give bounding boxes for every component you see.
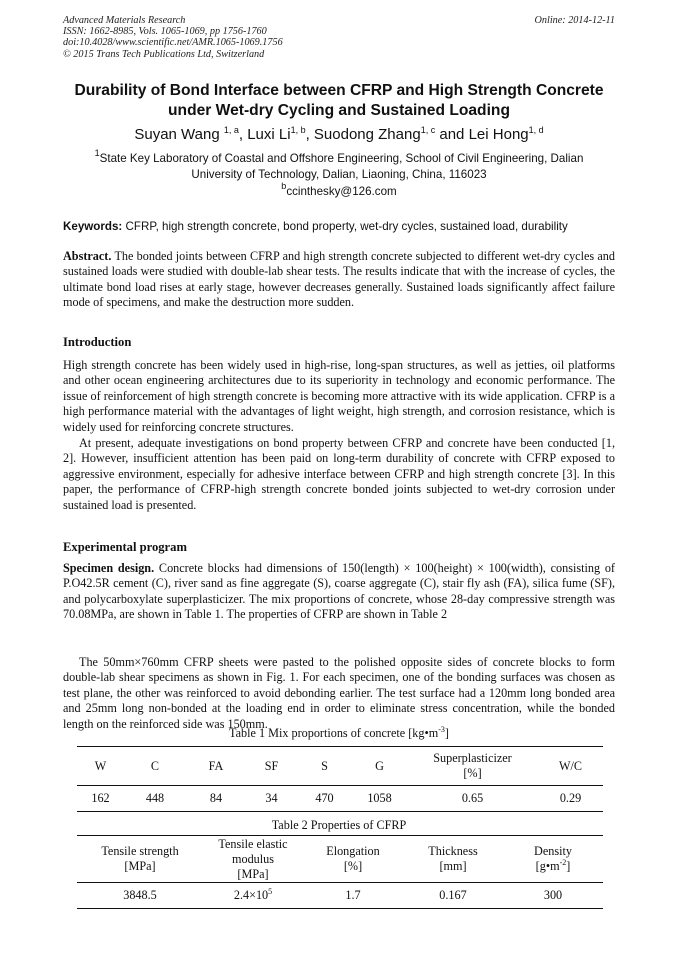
online-date: Online: 2014-12-11 <box>534 15 615 26</box>
title-line-2: under Wet-dry Cycling and Sustained Loading <box>168 102 510 119</box>
table-cell: 300 <box>503 883 603 909</box>
table-cell: 448 <box>124 786 186 812</box>
table-header-row <box>77 836 603 883</box>
author-separator: and <box>435 126 469 143</box>
author-separator: , <box>305 126 314 143</box>
table-header-cell <box>203 836 303 883</box>
table-header-line: Elongation <box>326 844 380 858</box>
table-header-unit: [g•m <box>535 859 560 873</box>
table-cell: 1.7 <box>303 883 403 909</box>
abstract-text: The bonded joints between CFRP and high strength concrete subjected to different wet-dry cycles and sustained loads were studied with double-lab shear tests. The results indicate that with the increase of cycles, the ultimate bond load rises at early stage, however decreases generally. Sustained loads significantly affect failure mode of specimens, and make the destruction more sudden. <box>63 249 615 310</box>
table-cell: 0.65 <box>407 786 538 812</box>
table-header-cell <box>503 836 603 883</box>
abstract-label: Abstract. <box>63 249 112 263</box>
table-header-line: Thickness <box>428 844 478 858</box>
affiliation <box>70 148 608 183</box>
table-header-line: [%] <box>463 766 482 780</box>
table-header-line: Tensile strength <box>101 844 179 858</box>
paper-title <box>40 81 638 121</box>
table-row <box>77 883 603 909</box>
table-header-cell: C <box>124 747 186 786</box>
issn-line: ISSN: 1662-8985, Vols. 1065-1069, pp 1756-1760 <box>63 26 267 38</box>
journal-name: Advanced Materials Research <box>63 15 186 26</box>
section-heading-experimental: Experimental program <box>63 540 187 554</box>
experimental-paragraph-1-text: Concrete blocks had dimensions of 150(length) × 100(height) × 100(width), consisting of P.O42.5R cement (C), river sand as fine aggregate (S), coarse aggregate (C), stair fly ash (FA), silica fume (SF), and polycarboxylate superplasticizer. The mix proportions of concrete, whose 28-day compressive strength was 70.08MPa, are shown in Table 1. The properties of CFRP are shown in Table 2 <box>63 561 615 622</box>
introduction-paragraph-2-text: At present, adequate investigations on bond property between CFRP and concrete have been conducted [1, 2]. However, insufficient attention has been paid on long-term durability of concrete with CFRP exposed to aggressive environment, especially for adhesive interface between CFRP and high strength concrete [3]. In this paper, the performance of CFRP-high strength concrete bonded joints subjected to wet-dry corrosion under sustained load is presented. <box>63 436 615 512</box>
table-cell: 0.167 <box>403 883 503 909</box>
table-1-caption-text: Table 1 Mix proportions of concrete [kg•m <box>229 726 439 740</box>
affiliation-text: State Key Laboratory of Coastal and Offshore Engineering, School of Civil Engineering, Dalian University of Technology, Dalian, Liaoning, China, 116023 <box>99 152 584 181</box>
author-name: Luxi Li <box>247 126 291 143</box>
keywords-label: Keywords: <box>63 220 123 233</box>
table-header-cell: SF <box>246 747 297 786</box>
table-2-caption: Table 2 Properties of CFRP <box>271 818 407 832</box>
author-name: Suodong Zhang <box>313 126 421 143</box>
table-cell: 84 <box>186 786 246 812</box>
table-header-cell: W/C <box>538 747 603 786</box>
table-header-cell: S <box>297 747 352 786</box>
table-header-cell: G <box>352 747 407 786</box>
table-header-line: [mm] <box>439 859 467 873</box>
author-superscript: 1, c <box>420 125 436 135</box>
abstract <box>63 249 615 311</box>
introduction-paragraph-1: High strength concrete has been widely used in high-rise, long-span structures, as well as jetties, oil platforms and other ocean engineering architectures due to its superiority in technology and economic performance. The issue of reinforcement of high strength concrete is becoming more attractive with its wide application. CFRP is a high performance material with the advantages of light weight, high strength, and corrosion resistance, which is widely used for reinforcing concrete structures. <box>63 358 615 434</box>
table-1-caption <box>63 726 615 741</box>
journal-header <box>63 15 615 60</box>
table-header-cell <box>303 836 403 883</box>
table-header-row <box>77 747 603 786</box>
author-superscript: 1, b <box>290 125 306 135</box>
table-header-cell <box>407 747 538 786</box>
table-1-caption-end: ] <box>444 726 449 740</box>
table-header-line: [%] <box>343 859 363 873</box>
keywords-text: CFRP, high strength concrete, bond property, wet-dry cycles, sustained load, durability <box>122 220 568 233</box>
introduction-paragraph-2 <box>63 436 615 513</box>
table-header-line <box>503 859 603 874</box>
table-cell-exponent: 5 <box>268 887 273 896</box>
copyright-line: © 2015 Trans Tech Publications Ltd, Switzerland <box>63 48 265 60</box>
section-heading-introduction: Introduction <box>63 335 132 349</box>
email-superscript: b <box>281 181 287 191</box>
table-1-mix-proportions <box>77 746 603 812</box>
author-name: Lei Hong <box>468 126 529 143</box>
keywords <box>63 219 623 234</box>
title-line-1: Durability of Bond Interface between CFRP and High Strength Concrete <box>74 82 604 99</box>
table-header-unit-end: ] <box>566 859 571 873</box>
table-header-line: modulus <box>232 851 274 866</box>
table-header-line: Superplasticizer <box>433 751 512 765</box>
table-cell: 470 <box>297 786 352 812</box>
table-header-line: Density <box>534 844 572 858</box>
author-separator: , <box>238 126 248 143</box>
author-email <box>40 181 638 198</box>
experimental-paragraph-2-text: The 50mm×760mm CFRP sheets were pasted to the polished opposite sides of concrete blocks to form double-lab shear specimens as shown in Fig. 1. For each specimen, one of the bonding surfaces was chosen as test plane, the other was reinforced to avoid debonding earlier. The test surface had a 120mm long bonded area and 25mm long non-bonded at the loading end in order to eliminate stress concentration, while the bonded length on the reinforced side was 150mm. <box>63 655 615 731</box>
table-row <box>77 786 603 812</box>
table-cell: 162 <box>77 786 124 812</box>
table-header-cell: FA <box>186 747 246 786</box>
affiliation-superscript: 1 <box>94 148 100 158</box>
author-superscript: 1, a <box>223 125 239 135</box>
table-cell: 0.29 <box>538 786 603 812</box>
table-header-line: Tensile elastic <box>218 836 288 851</box>
table-1-caption-superscript: -3 <box>438 725 445 734</box>
author-list <box>40 125 638 145</box>
table-header-cell <box>77 836 203 883</box>
table-cell-mantissa: 2.4×10 <box>233 888 269 902</box>
email-text[interactable]: ccinthesky@126.com <box>286 185 397 198</box>
table-header-line: [MPa] <box>124 859 156 873</box>
table-header-cell: W <box>77 747 124 786</box>
subsection-label: Specimen design. <box>63 561 155 575</box>
table-header-superscript: -2 <box>559 858 567 867</box>
table-2-cfrp-properties <box>77 835 603 909</box>
author-name: Suyan Wang <box>134 126 220 143</box>
author-superscript: 1, d <box>528 125 544 135</box>
experimental-paragraph-1 <box>63 561 615 623</box>
table-header-cell <box>403 836 503 883</box>
table-cell: 1058 <box>352 786 407 812</box>
table-header-line: [MPa] <box>237 866 269 881</box>
table-cell: 34 <box>246 786 297 812</box>
doi-line: doi:10.4028/www.scientific.net/AMR.1065-1069.1756 <box>63 37 283 49</box>
table-cell: 3848.5 <box>77 883 203 909</box>
table-cell <box>203 883 303 909</box>
experimental-paragraph-2 <box>63 655 615 732</box>
